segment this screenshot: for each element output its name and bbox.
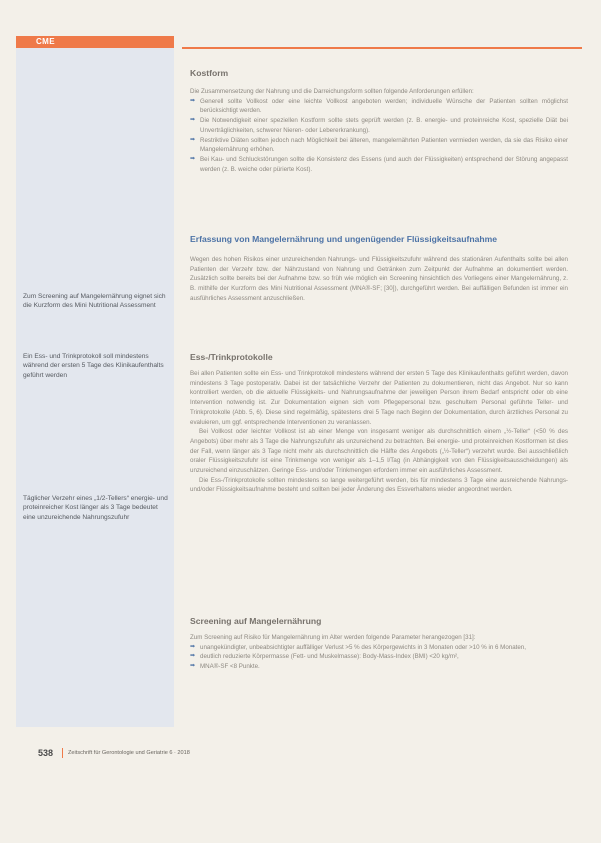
- heading-kostform: Kostform: [190, 68, 229, 78]
- section-erfassung: [190, 234, 568, 304]
- list-item: ➡ Restriktive Diäten sollten jedoch nach Möglichkeit bei älteren, mangelernährten Patienten vermieden werden, da sie das Risiko einer Mangelernährung erhöhen.: [190, 136, 568, 155]
- heading-protokolle: Ess-/Trinkprotokolle: [190, 352, 273, 362]
- paragraph: Bei allen Patienten sollte ein Ess- und Trinkprotokoll mindestens während der ersten 5 Tage des Klinikaufenthalts geführt werden, davon mindestens 3 Tage postoperativ. Dabei ist der tatsächliche Verzehr der Patienten zu dokumentieren, nicht das Angebot. Nur so kann kontrolliert werden, ob die aktuelle Flüssigkeits- und Nahrungsaufnahme der jeweiligen Person ihrem Bedarf entspricht oder ob eine Intervention notwendig ist. Zur Dokumentation eignen sich vom Pflegepersonal bzw. geschultem Personal geführte Teller- und Trinkprotokolle (Abb. 5, 6). Diese sind regelmäßig, spätestens drei 5 Tage nach Beginn der Dokumentation, durch ärztliches Personal zu evaluieren, um ggf. entsprechende Interventionen zu veranlassen.: [190, 370, 568, 426]
- margin-note-protokoll: Ein Ess- und Trinkprotokoll soll mindestens während der ersten 5 Tage des Klinikaufenthalts geführt werden: [23, 353, 164, 379]
- bullet-list: [190, 97, 568, 175]
- bullet-list: [190, 643, 568, 672]
- heading-screening: Screening auf Mangelernährung: [190, 616, 322, 626]
- list-item: ➡ deutlich reduzierte Körpermasse (Fett- und Muskelmasse): Body-Mass-Index (BMI) <20 kg/m²,: [190, 652, 568, 662]
- list-item: ➡ Generell sollte Vollkost oder eine leichte Vollkost angeboten werden; individuelle Wünsche der Patienten sollten möglichst berücksichtigt werden.: [190, 97, 568, 116]
- journal-name: Zeitschrift für Gerontologie und Geriatrie 6 · 2018: [68, 750, 190, 756]
- paragraph: Bei Vollkost oder leichter Vollkost ist ab einer Menge von insgesamt weniger als durchschnittlich einem „½-Teller“ (<50 % des Angebots) über mehr als 3 Tage die Nahrungszufuhr als unzureichend zu betrachten. Bei energie- und proteinreichen Kostformen ist dies der Fall, wenn länger als 3 Tage nicht mehr als durchschnittlich die Hälfte des Angebots („½-Teller“) verzehrt wurde. Bei ausschließlich oraler Flüssigkeitszufuhr ist eine Trinkmenge von weniger als 1–1,5 l/Tag (in Abhängigkeit von den Flüssigkeitsausscheidungen) als unzureichend einzuschätzen. Geringe Ess- und/oder Trinkmengen erfordern immer ein ausführliches Assessment.: [190, 428, 568, 475]
- section-badge-label: CME: [36, 37, 55, 46]
- paragraph: Die Zusammensetzung der Nahrung und die Darreichungsform sollten folgende Anforderungen erfüllen:: [190, 88, 474, 95]
- section-kostform: [190, 68, 568, 174]
- list-item: ➡ Bei Kau- und Schluckstörungen sollte die Konsistenz des Essens (und auch der Flüssigkeiten) entsprechend der Störung angepasst werden (z. B. weiche oder pürierte Kost).: [190, 155, 568, 174]
- header-rule: [182, 47, 582, 49]
- list-item: ➡ unangekündigter, unbeabsichtigter auffälliger Verlust >5 % des Körpergewichts in 3 Monaten oder >10 % in 6 Monaten,: [190, 643, 568, 653]
- page-number: 538: [38, 748, 54, 758]
- margin-note-teller: Täglicher Verzehr eines „1/2-Tellers“ energie- und proteinreicher Kost länger als 3 Tage bedeutet eine unzureichende Nahrungszufuhr: [23, 495, 168, 521]
- paragraph: Die Ess-/Trinkprotokolle sollten mindestens so lange weitergeführt werden, bis für mindestens 3 Tage eine ausreichende Nahrungs- und/oder Flüssigkeitsaufnahme besteht und sollten bei jeder Änderung des Essverhaltens wieder angeordnet werden.: [190, 476, 568, 494]
- margin-column: [16, 42, 174, 727]
- list-item: ➡ MNA®-SF <8 Punkte.: [190, 662, 568, 672]
- footer-divider: [62, 748, 63, 758]
- list-item: ➡ Die Notwendigkeit einer speziellen Kostform sollte stets geprüft werden (z. B. energie- und proteinreiche Kost, spezielle Diät bei Unverträglichkeiten, schwerer Nieren- oder Lebererkrankung).: [190, 116, 568, 135]
- paragraph: Zum Screening auf Risiko für Mangelernährung im Alter werden folgende Parameter herangezogen [31]:: [190, 634, 476, 641]
- margin-note-mna: Zum Screening auf Mangelernährung eignet sich die Kurzform des Mini Nutritional Assessment: [23, 293, 166, 310]
- paragraph: Wegen des hohen Risikos einer unzureichenden Nahrungs- und Flüssigkeitszufuhr während des stationären Aufenthalts sollte bei allen Patienten der Verzehr bzw. der Nährzustand von Nahrung und Getränken zum Zeitpunkt der Aufnahme an dokumentiert werden. Zusätzlich sollte bereits bei der Aufnahme bzw. so früh wie möglich ein Screening hinsichtlich des Vorliegens einer Mangelernährung, z. B. mithilfe der Kurzform des Mini Nutritional Assessment (MNA®-SF; [30]), durchgeführt werden. Bei auffälligen Befunden ist immer ein ausführliches Assessment anzuschließen.: [190, 256, 568, 302]
- section-badge: [16, 36, 174, 48]
- section-screening: [190, 616, 568, 672]
- heading-erfassung: Erfassung von Mangelernährung und ungenügender Flüssigkeitsaufnahme: [190, 234, 498, 244]
- section-protokolle: [190, 352, 568, 495]
